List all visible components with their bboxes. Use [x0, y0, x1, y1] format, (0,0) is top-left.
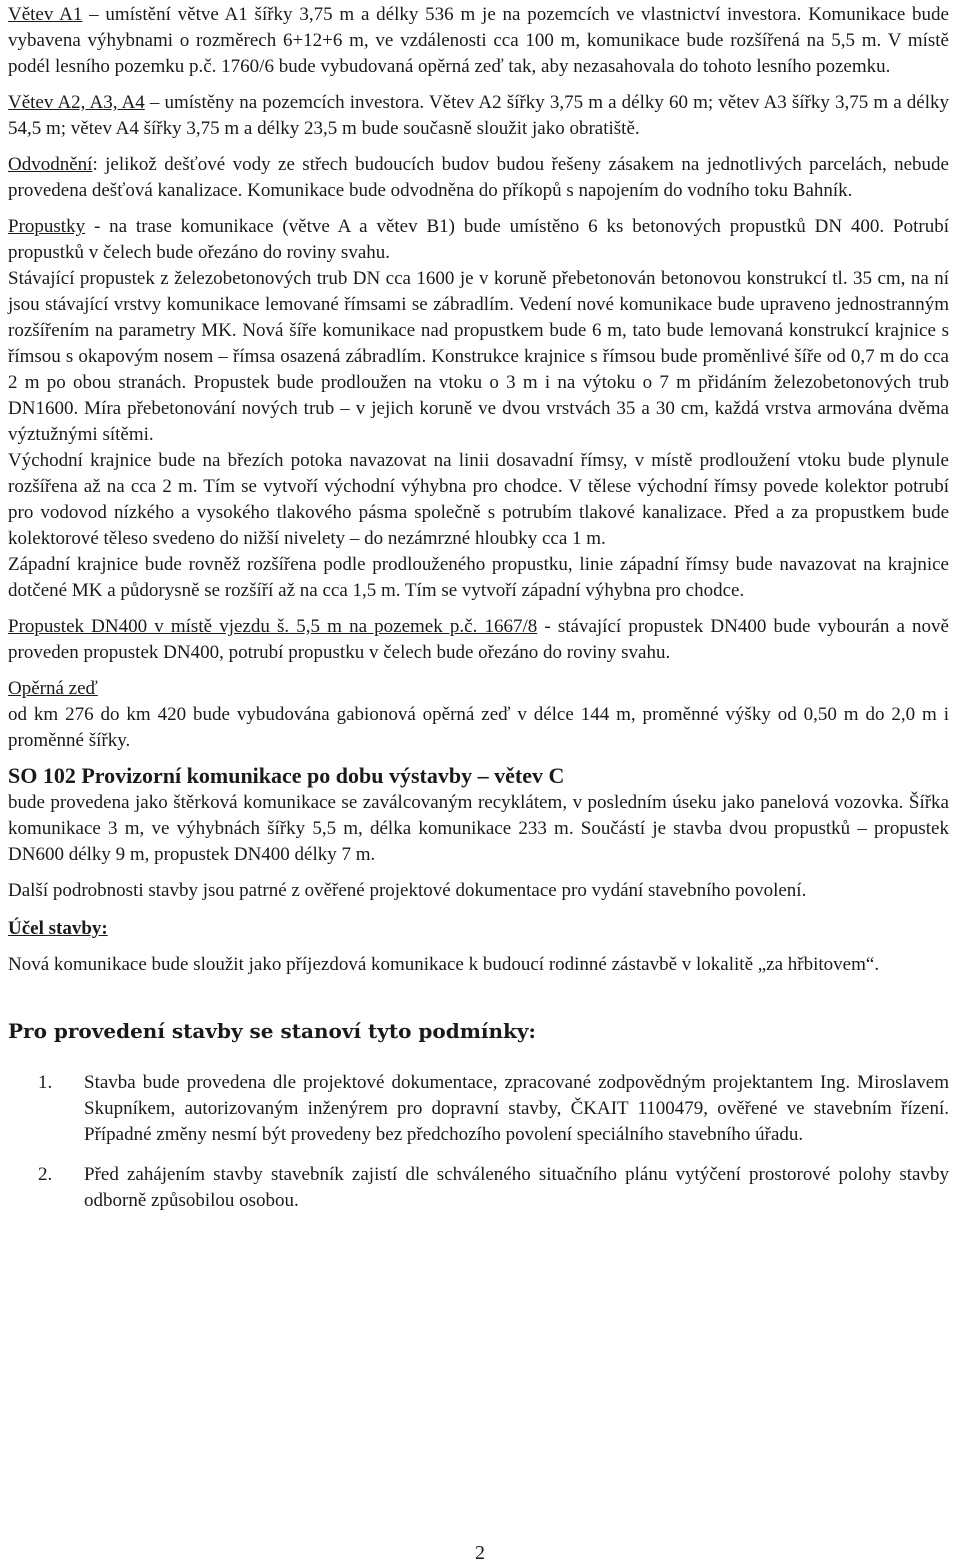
purpose-text: Nová komunikace bude sloužit jako příjezdová komunikace k budoucí rodinné zástavbě v lokalitě „za hřbitovem“.	[8, 954, 880, 975]
page-number: 2	[475, 1542, 485, 1564]
retaining-wall-label: Opěrná zeď	[8, 678, 98, 699]
branch-a1-label: Větev A1	[8, 4, 83, 25]
branch-a1-text: – umístění větve A1 šířky 3,75 m a délky 536 m je na pozemcích ve vlastnictví investora. Komunikace bude vybavena výhybnami o rozměrech 6+12+6 m, ve vzdálenosti cca 100 m, komunikace bude rozšířená na 5,5 m. V místě podél lesního pozemku p.č. 1760/6 bude vybudovaná opěrná zeď tak, aby nezasahovala do tohoto lesního pozemku.	[8, 4, 949, 77]
culverts-text: - na trase komunikace (větve A a větev B1) bude umístěno 6 ks betonových propustků DN 400. Potrubí propustků v čelech bude ořezáno do roviny svahu.	[8, 216, 949, 263]
condition-number: 2.	[38, 1164, 53, 1185]
so102-details: Další podrobnosti stavby jsou patrné z ověřené projektové dokumentace pro vydání stavebního povolení.	[8, 880, 807, 901]
paragraph-culvert-dn400	[8, 614, 949, 666]
branch-a2-label: Větev A2, A3, A4	[8, 92, 145, 113]
drainage-text: : jelikož dešťové vody ze střech budoucích budov budou řešeny zásakem na jednotlivých parcelách, nebude provedena dešťová kanalizace. Komunikace bude odvodněna do příkopů s napojením do vodního toku Bahník.	[8, 154, 949, 201]
paragraph-culverts	[8, 214, 949, 266]
paragraph-branch-a1	[8, 2, 949, 80]
condition-number: 1.	[38, 1072, 53, 1093]
condition-text: Před zahájením stavby stavebník zajistí dle schváleného situačního plánu vytýčení prostorové polohy stavby odborně způsobilou osobou.	[84, 1164, 949, 1211]
branch-a2-text: – umístěny na pozemcích investora. Větev A2 šířky 3,75 m a délky 60 m; větev A3 šířky 3,75 m a délky 54,5 m; větev A4 šířky 3,75 m a délky 23,5 m bude současně sloužit jako obratiště.	[8, 92, 949, 139]
purpose-heading: Účel stavby:	[8, 918, 108, 939]
paragraph-drainage	[8, 152, 949, 204]
so102-text: bude provedena jako štěrková komunikace se zaválcovaným recyklátem, v posledním úseku jako panelová vozovka. Šířka komunikace 3 m, ve výhybnách šířky 5,5 m, délka komunikace 233 m. Součástí je stavba dvou propustků – propustek DN600 délky 9 m, propustek DN400 délky 7 m.	[8, 792, 949, 865]
paragraph-existing-culvert: Stávající propustek z železobetonových trub DN cca 1600 je v koruně přebetonován betonovou konstrukcí tl. 35 cm, na ní jsou stávající vrstvy komunikace lemované římsami se zábradlím. Vedení nové komunikace bude upraveno jednostranným rozšířením na parametry MK. Nová šíře komunikace nad propustkem bude 6 m, tato bude lemovaná konstrukcí krajnice s římsou s okapovým nosem – římsa osazená zábradlím. Konstrukce krajnice s římsou bude proměnlivé šíře od 0,7 m do cca 2 m po obou stranách. Propustek bude prodloužen na vtoku o 3 m i na výtoku o 7 m přidáním železobetonových trub DN1600. Míra přebetonování nových trub – v jejich koruně ve dvou vrstvách 35 a 30 cm, každá vrstva armována dvěma výztužnými sítěmi.	[8, 268, 949, 445]
paragraph-branch-a2-a4	[8, 90, 949, 142]
paragraph-west-edge: Západní krajnice bude rovněž rozšířena podle prodlouženého propustku, linie západní římsy bude navazovat na krajnice dotčené MK a půdorysně se rozšíří až na cca 1,5 m. Tím se vytvoří západní výhybna pro chodce.	[8, 554, 949, 601]
paragraph-east-edge: Východní krajnice bude na březích potoka navazovat na linii dosavadní římsy, v místě prodloužení vtoku bude plynule rozšířena až na cca 2 m. Tím se vytvoří východní výhybna pro chodce. V tělese východní římsy povede kolektor potrubí pro vodovod nízkého a vysokého tlakového pásma společně s potrubím tlakové kanalizace. Před a za propustkem bude kolektorové těleso svedeno do nižší nivelety – do nezámrzné hloubky cca 1 m.	[8, 450, 949, 549]
culvert-dn400-text: - stávající propustek DN400 bude vybourán a nově proveden propustek DN400, potrubí propustku v čelech bude ořezáno do roviny svahu.	[8, 616, 949, 663]
condition-item	[38, 1162, 949, 1214]
condition-item	[38, 1070, 949, 1148]
retaining-wall-text: od km 276 do km 420 bude vybudována gabionová opěrná zeď v délce 144 m, proměnné výšky od 0,50 m do 2,0 m i proměnné šířky.	[8, 704, 949, 751]
condition-text: Stavba bude provedena dle projektové dokumentace, zpracované zodpovědným projektantem Ing. Miroslavem Skupníkem, autorizovaným inženýrem pro dopravní stavby, ČKAIT 1100479, ověřené ve stavebním řízení. Případné změny nesmí být provedeny bez předchozího povolení speciálního stavebního úřadu.	[84, 1072, 949, 1145]
culverts-label: Propustky	[8, 216, 86, 237]
conditions-heading: Pro provedení stavby se stanoví tyto podmínky:	[8, 1019, 536, 1043]
so102-heading: SO 102 Provizorní komunikace po dobu výstavby – větev C	[8, 763, 565, 788]
drainage-label: Odvodnění	[8, 154, 93, 175]
culvert-dn400-label: Propustek DN400 v místě vjezdu š. 5,5 m na pozemek p.č. 1667/8	[8, 616, 538, 637]
conditions-list	[8, 1070, 949, 1214]
